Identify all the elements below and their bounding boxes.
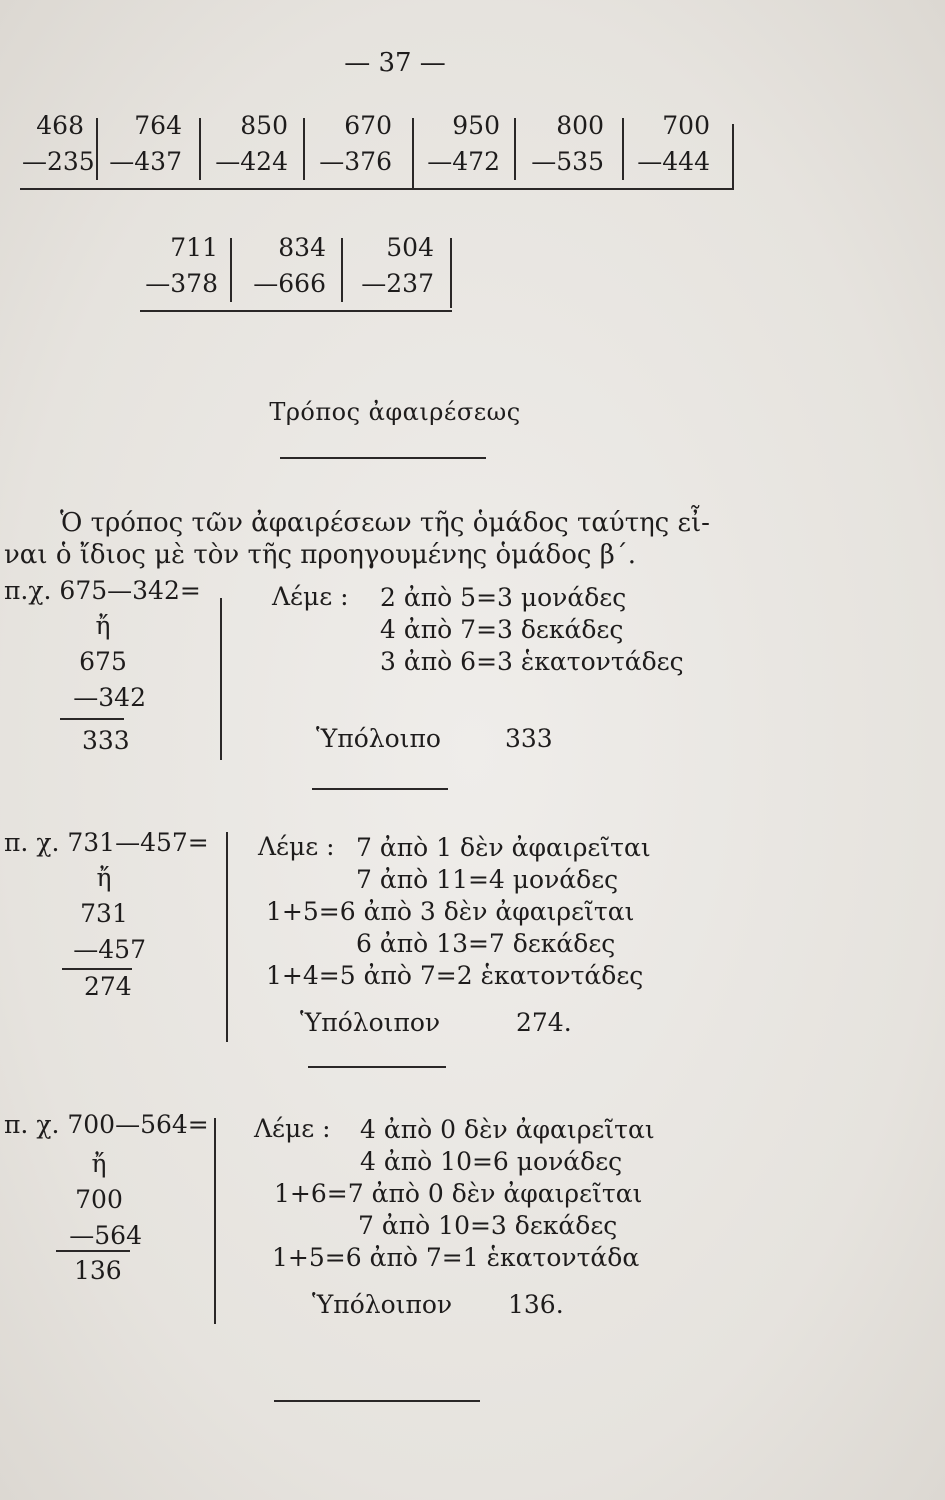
step-list [262,1114,712,1274]
subtrahend: —424 [215,147,288,176]
subtrahend: —444 [637,147,710,176]
step: 1+6=7 ἀπὸ 0 δὲν ἀφαιρεῖται [274,1179,643,1208]
subtrahend: —666 [253,269,326,298]
eta-word: ἤ [96,863,112,892]
row-underline [20,188,734,190]
step: 4 ἀπὸ 0 δὲν ἀφαιρεῖται [360,1115,655,1144]
step: 1+5=6 ἀπὸ 3 δὲν ἀφαιρεῖται [266,897,635,926]
minuend: 950 [452,111,500,140]
example-divider [226,832,228,1042]
separator [622,118,624,180]
separator [732,124,734,190]
minuend: 670 [344,111,392,140]
exercise-1 [22,108,95,180]
heading-rule [280,457,486,459]
result: 333 [82,726,130,755]
example-divider [214,1118,216,1324]
section-heading: Τρόπος ἀφαιρέσεως [269,398,521,426]
minuend: 700 [662,111,710,140]
remainder-value: 274. [516,1008,572,1037]
remainder-label: Ὑπόλοιπο [316,724,441,753]
end-rule [274,1400,480,1402]
minuend: 834 [278,233,326,262]
example-label: π.χ. 675—342= [4,576,201,605]
column-calculation [56,1146,142,1254]
example-label: π. χ. 700—564= [4,1110,209,1139]
step: 1+5=6 ἀπὸ 7=1 ἑκατοντάδα [272,1243,640,1272]
subtrahend: —472 [427,147,500,176]
subtrahend: —564 [69,1221,142,1250]
exercise-9 [244,230,326,302]
section-rule [312,788,448,790]
step-list [258,832,708,992]
exercise-5 [420,108,500,180]
exercise-6 [524,108,604,180]
step: 1+4=5 ἀπὸ 7=2 ἑκατοντάδες [266,961,644,990]
result: 136 [74,1256,122,1285]
step: 6 ἀπὸ 13=7 δεκάδες [356,929,616,958]
eta-word: ἤ [95,611,111,640]
subtrahend: —457 [73,935,146,964]
step: 7 ἀπὸ 10=3 δεκάδες [358,1211,618,1240]
minuend: 468 [36,111,84,140]
minuend: 764 [134,111,182,140]
column-calculation [60,608,146,716]
subtrahend: —378 [145,269,218,298]
separator [450,238,452,308]
row-underline [140,310,452,312]
remainder-label: Ὑπόλοιπον [312,1290,453,1319]
step: 4 ἀπὸ 7=3 δεκάδες [380,615,624,644]
minuend: 731 [80,899,128,928]
section-rule [308,1066,446,1068]
subtrahend: —342 [73,683,146,712]
separator [230,238,232,302]
page-number: — 37 — [344,48,446,78]
exercise-10 [352,230,434,302]
intro-line-2: ναι ὁ ἴδιος μὲ τὸν τῆς προηγουμένης ὁμάδος β΄. [4,540,636,570]
subtrahend: —235 [22,147,95,176]
separator [199,118,201,180]
separator [514,118,516,180]
intro-line-1: Ὁ τρόπος τῶν ἀφαιρέσεων τῆς ὁμάδος ταύτης εἶ- [60,508,710,538]
example-divider [220,598,222,760]
minuend: 711 [170,233,218,262]
separator [341,238,343,302]
lead-word: Λέμε : [258,832,335,861]
separator [303,118,305,180]
exercise-7 [630,108,710,180]
minuend: 700 [75,1185,123,1214]
step: 7 ἀπὸ 1 δὲν ἀφαιρεῖται [356,833,651,862]
minuend: 850 [240,111,288,140]
subtrahend: —437 [109,147,182,176]
eta-word: ἤ [91,1149,107,1178]
step: 7 ἀπὸ 11=4 μονάδες [356,865,619,894]
exercise-4 [312,108,392,180]
example-label: π. χ. 731—457= [4,828,209,857]
separator [412,118,414,190]
remainder-value: 333 [505,724,553,753]
step: 3 ἀπὸ 6=3 ἑκατοντάδες [380,647,684,676]
column-calculation [62,860,146,968]
subtrahend: —237 [361,269,434,298]
result: 274 [84,972,132,1001]
subtrahend: —535 [531,147,604,176]
exercise-8 [140,230,218,302]
exercise-3 [208,108,288,180]
minuend: 504 [386,233,434,262]
remainder-label: Ὑπόλοιπον [300,1008,441,1037]
exercise-2 [104,108,182,180]
step: 2 ἀπὸ 5=3 μονάδες [380,583,627,612]
result-rule [62,968,132,970]
step: 4 ἀπὸ 10=6 μονάδες [360,1147,623,1176]
subtrahend: —376 [319,147,392,176]
remainder-value: 136. [508,1290,564,1319]
separator [96,118,98,180]
minuend: 675 [79,647,127,676]
minuend: 800 [556,111,604,140]
lead-word: Λέμε : [254,1114,331,1143]
step-list [380,582,684,678]
lead-word: Λέμε : [272,582,349,611]
result-rule [56,1250,130,1252]
result-rule [60,718,124,720]
